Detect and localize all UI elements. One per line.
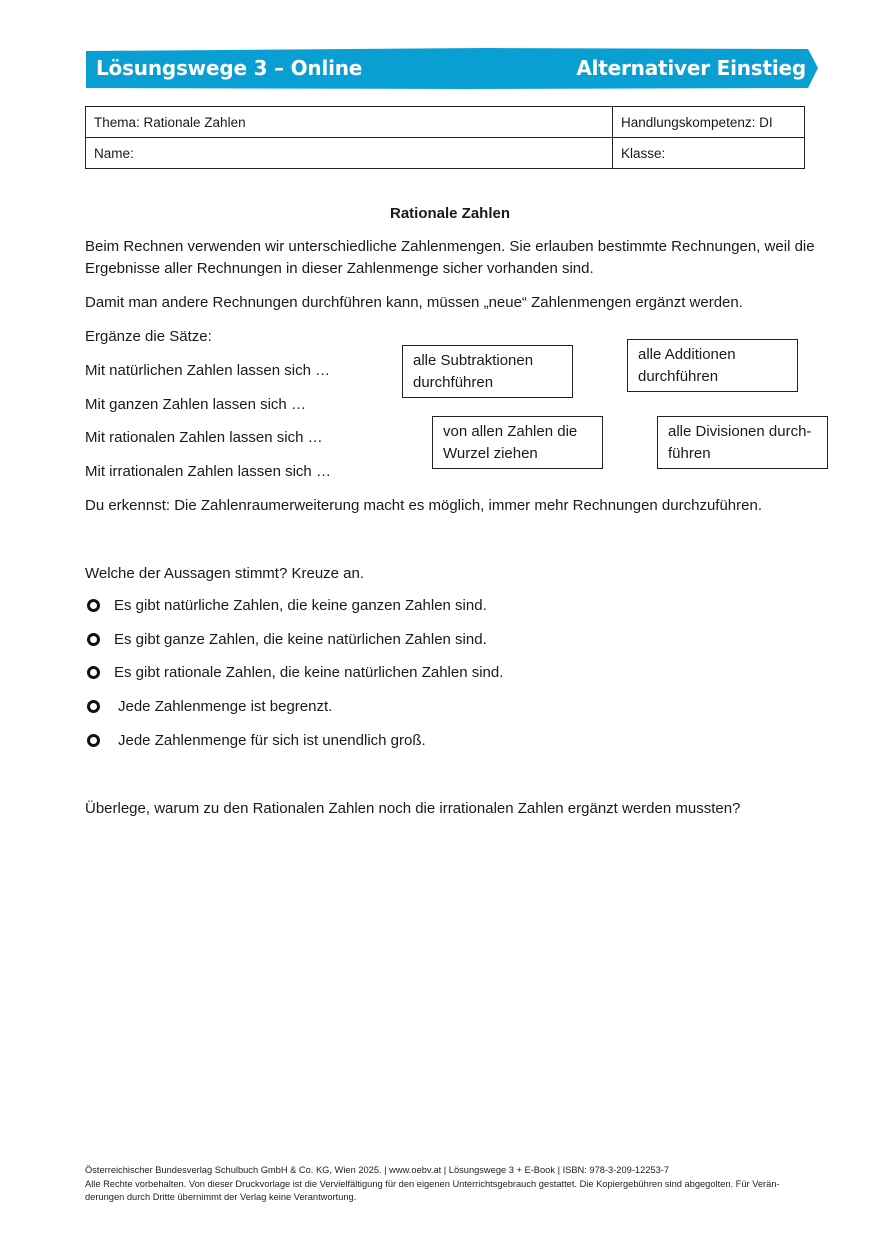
option-2[interactable] xyxy=(85,631,487,648)
radio-circle-icon[interactable] xyxy=(87,633,100,646)
task-multiple-choice: Welche der Aussagen stimmt? Kreuze an. xyxy=(85,565,365,582)
radio-circle-icon[interactable] xyxy=(87,734,100,747)
answer-box-line: durchführen xyxy=(413,374,494,391)
page-footer xyxy=(85,1164,815,1205)
answer-box-subtraction[interactable] xyxy=(402,345,573,398)
name-field: Name: xyxy=(86,138,613,169)
sentence-rational: Mit rationalen Zahlen lassen sich … xyxy=(85,429,323,446)
answer-box-line: alle Divisionen durch- xyxy=(668,423,812,440)
sentence-natural: Mit natürlichen Zahlen lassen sich … xyxy=(85,362,331,379)
option-label: Es gibt rationale Zahlen, die keine natürlichen Zahlen sind. xyxy=(114,664,504,681)
competence-cell: Handlungskompetenz: DI xyxy=(613,107,805,138)
worksheet-info-table xyxy=(85,106,805,169)
book-title: Lösungswege 3 – Online xyxy=(96,56,363,80)
answer-box-line: von allen Zahlen die xyxy=(443,423,578,440)
answer-box-line: durchführen xyxy=(638,368,719,385)
option-label: Es gibt ganze Zahlen, die keine natürlichen Zahlen sind. xyxy=(114,631,487,648)
option-label: Jede Zahlenmenge ist begrenzt. xyxy=(118,698,333,715)
worksheet-title: Rationale Zahlen xyxy=(389,205,511,222)
option-3[interactable] xyxy=(85,664,503,681)
radio-circle-icon[interactable] xyxy=(87,700,100,713)
radio-circle-icon[interactable] xyxy=(87,666,100,679)
answer-box-line: führen xyxy=(668,445,711,462)
extension-paragraph: Damit man andere Rechnungen durchführen kann, müssen „neue“ Zahlenmengen ergänzt werden. xyxy=(85,294,743,311)
sentence-integer: Mit ganzen Zahlen lassen sich … xyxy=(85,396,306,413)
footer-rights-line: Alle Rechte vorbehalten. Von dieser Druckvorlage ist die Vervielfältigung für den eigenen Unterrichtsgebrauch gestattet. Die Kopiergebühren sind abgegolten. Für Verän- xyxy=(85,1178,780,1189)
option-label: Jede Zahlenmenge für sich ist unendlich groß. xyxy=(118,732,426,749)
footer-publisher-line: Österreichischer Bundesverlag Schulbuch GmbH & Co. KG, Wien 2025. | www.oebv.at | Lösungswege 3 + E-Book | ISBN: 978-3-209-12253-7 xyxy=(85,1165,670,1175)
topic-cell: Thema: Rationale Zahlen xyxy=(86,107,613,138)
answer-box-line: alle Additionen xyxy=(638,346,736,363)
answer-box-addition[interactable] xyxy=(627,339,798,392)
answer-box-division[interactable] xyxy=(657,416,828,469)
intro-paragraph: Beim Rechnen verwenden wir unterschiedliche Zahlenmengen. Sie erlauben bestimmte Rechnungen, weil die Ergebnisse aller Rechnungen in dieser Zahlenmenge sicher vorhanden sind. xyxy=(85,238,815,277)
sentence-irrational: Mit irrationalen Zahlen lassen sich … xyxy=(85,463,331,480)
footer-rights-line-cont: derungen durch Dritte übernimmt der Verlag keine Verantwortung. xyxy=(85,1192,357,1202)
option-5[interactable] xyxy=(85,732,426,749)
radio-circle-icon[interactable] xyxy=(87,599,100,612)
section-title: Alternativer Einstieg xyxy=(576,56,806,80)
option-1[interactable] xyxy=(85,597,487,614)
conclusion-paragraph: Du erkennst: Die Zahlenraumerweiterung macht es möglich, immer mehr Rechnungen durchzuführen. xyxy=(85,497,762,514)
answer-box-line: Wurzel ziehen xyxy=(443,445,538,462)
answer-box-line: alle Subtraktionen xyxy=(413,352,534,369)
task-reflection-question: Überlege, warum zu den Rationalen Zahlen noch die irrationalen Zahlen ergänzt werden mussten? xyxy=(85,800,741,817)
task-complete-sentences: Ergänze die Sätze: xyxy=(85,328,212,345)
header-banner xyxy=(86,48,818,89)
option-4[interactable] xyxy=(85,698,332,715)
class-field: Klasse: xyxy=(613,138,805,169)
answer-box-root[interactable] xyxy=(432,416,603,469)
option-label: Es gibt natürliche Zahlen, die keine ganzen Zahlen sind. xyxy=(114,597,487,614)
